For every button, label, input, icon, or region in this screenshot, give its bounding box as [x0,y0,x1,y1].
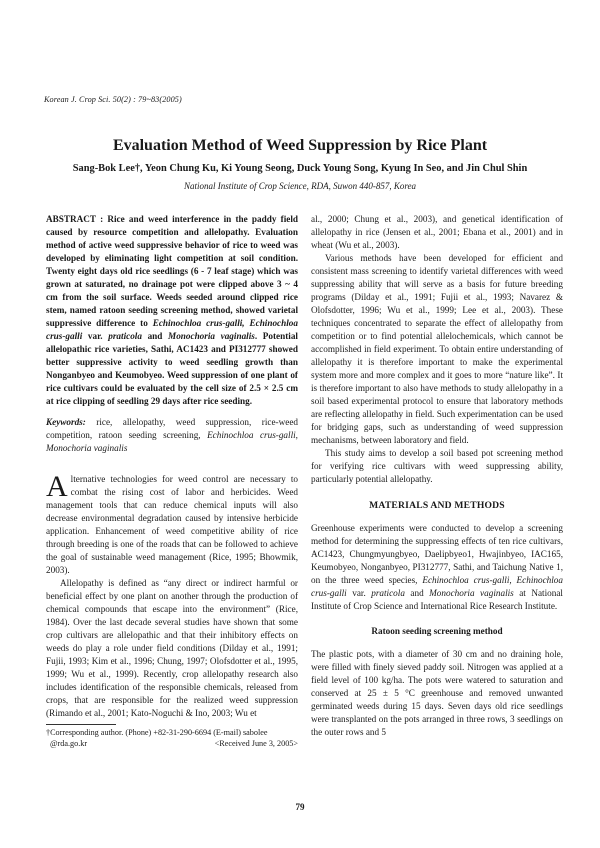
methods-species: Echinochloa crus-galli, Echinochloa crus-galli [311,575,563,598]
methods-var: var. [346,588,372,598]
abstract-conjunction: and [141,331,169,341]
right-column [311,213,563,739]
body-paragraph: Various methods have been developed for efficient and consistent mass screening to identify varietal differences with weed suppressing ability that will serve as a basis for future breeding programs (Dilday et al., 1991; Fujii et al., 1993; Navarez & Olofsdotter, 1996; Wu et al., 1999; Lee et al., 2003). These techniques concentrated to separate the effect of allelopathy from competition or to find potential allelochemicals, which cannot be accomplished in field experiment. To obtain entire understanding of allelopathy it is therefore important to make the experimental system more and more complex and it goes to more “nature like”. It is therefore important to also have methods to study allelopathy in a soil based experimental protocol to ensure that laboratory methods are reflecting allelopathy in field. Such experimentation can be used for bridging gaps, such as understanding of weed suppression mechanisms, between laboratory and field. [311,253,563,445]
continued-paragraph: al., 2000; Chung et al., 2003), and genetical identification of allelopathy in rice (Jensen et al., 2001; Ebana et al., 2001) and in wheat (Wu et al., 2003). [311,214,563,250]
abstract-species: Echinochloa crus-galli, Echinochloa crus-galli [46,318,298,341]
methods-species: Monochoria vaginalis [429,588,514,598]
methods-text: Greenhouse experiments were conducted to develop a screening method for determining the suppressing effects of ten rice cultivars, AC1423, Chungmyungbyeo, Daelipbyeo1, Hwajinbyeo, IAC165, Keumobyeo, Nonganbyeo, PI312777, Sathi, and Taichung Native 1, on the three weed species, [311,523,563,585]
journal-reference: Korean J. Crop Sci. 50(2) : 79~83(2005) [44,95,182,104]
drop-cap: A [46,470,68,503]
author-list: Sang-Bok Lee†, Yeon Chung Ku, Ki Young Seong, Duck Young Song, Kyung In Seo, and Jin Chul Shin [72,163,528,174]
footnote-line: †Corresponding author. (Phone) +82-31-290-6694 (E-mail) sabolee [46,728,268,737]
subsection-heading: Ratoon seeding screening method [371,626,503,636]
abstract-text: . Potential allelopathic rice varieties, Sathi, AC1423 and PI312777 showed better suppressive activity to weed seedling growth than Nonganbyeo and Keumobyeo. Weed suppression of one plant of rice cultivars could be evaluated by the cell size of 2.5 × 2.5 cm at rice clipping of seedling 29 days after rice seeding. [46,331,298,406]
intro-paragraph: Allelopathy is defined as “any direct or indirect harmful or beneficial effect by one plant on another through the production of chemical compounds that escape into the environment” (Rice, 1984). Over the last decade several studies have shown that some crop cultivars are allelopathic and that their inhibitory effects on weeds do play a role under field conditions (Dilday et al., 1991; Fujii, 1993; Kim et al., 1996; Chung, 1997; Olofsdotter et al., 1995, 1999; Wu et al., 1999). Recently, crop allelopathy research also includes identification of the responsible chemicals, released from crops, that are responsible for the realized weed suppression (Rimando et al., 2001; Kato-Noguchi & Ino, 2003; Wu et [46,578,298,718]
keywords [46,416,298,455]
abstract [46,213,298,408]
keywords-text: rice, allelopathy, weed suppression, rice-weed competition, ratoon seeding screening, [46,417,298,440]
introduction [46,470,298,720]
abstract-text: Rice and weed interference in the paddy field caused by resource competition and allelopathy. Evaluation method of active weed suppressive behavior of rice to weed was developed by eliminating light competition at soil condition. Twenty eight days old rice seedlings (6 - 7 leaf stage) which was grown at saturated, no drainage pot were clipped above 3 ~ 4 cm from the soil surface. Weeds seeded around clipped rice stem, named ratoon seeding screening method, showed varietal suppressive difference to [46,214,298,328]
methods-text: at National Institute of Crop Science and International Rice Research Institute. [311,588,563,611]
left-column [46,213,298,749]
paper-title: Evaluation Method of Weed Suppression by Rice Plant [112,137,488,154]
abstract-species: Monochoria vaginalis [168,331,255,341]
received-date: <Received June 3, 2005> [214,739,298,748]
footnote-line [46,738,298,749]
intro-paragraph [46,470,298,577]
footnote-rule [46,724,116,725]
body-paragraph: This study aims to develop a soil based pot screening method for verifying rice cultivars with weed suppressing ability, particularly potential allelopathy. [311,448,563,484]
methods-species: praticola [371,588,405,598]
affiliation: National Institute of Crop Science, RDA, Suwon 440-857, Korea [183,181,417,191]
abstract-var: var. [82,331,109,341]
intro-paragraph-text: lternative technologies for weed control are necessary to combat the rising cost of labor and herbicides. Weed management tools that can reduce chemical inputs will also decrease environmental degradation caused by intensive herbicide application. Enhancement of weed competitive ability of rice through breeding is one of the roads that can be followed to achieve the goal of sustainable weed management (Rice, 1995; Bhowmik, 2003). [46,474,298,575]
methods-conjunction: and [404,588,430,598]
footnote [46,727,298,749]
section-heading: MATERIALS AND METHODS [369,500,505,511]
keywords-label: Keywords: [46,417,86,427]
methods-paragraph [311,522,563,613]
keywords-species: Echinochloa crus-galli, Monochoria vaginalis [46,430,298,453]
page-number: 79 [295,802,305,812]
abstract-species: praticola [108,331,142,341]
abstract-label: ABSTRACT : [46,214,104,224]
footnote-email: @rda.go.kr [50,739,88,748]
methods-paragraph: The plastic pots, with a diameter of 30 cm and no draining hole, were filled with finely sieved paddy soil. Nitrogen was applied at a field level of 100 kg/ha. The pots were watered to saturation and conserved at 25 ± 5 °C greenhouse and removed unwanted germinated weeds during 15 days. Seven days old rice seedlings were transplanted on the pots arranged in three rows, 3 seedlings on the outer rows and 5 [311,649,563,737]
